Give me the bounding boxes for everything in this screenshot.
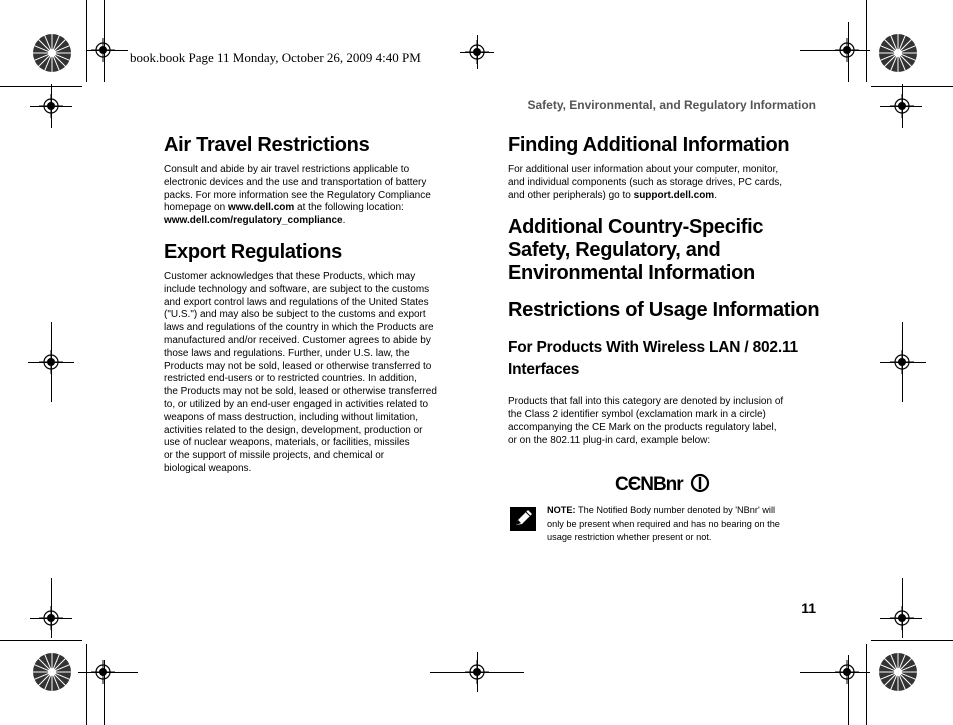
registration-mark-icon (91, 38, 115, 62)
usage-restrictions-heading: Restrictions of Usage Information (508, 299, 820, 322)
right-column (508, 134, 820, 448)
export-regulations-paragraph: Customer acknowledges that these Products, which may include technology and software, are subject to the customs and export control laws and regulations of the United States ("U.S.") and may also be subject to the customs and export laws and regulations of the country in which the Products are manufactured and/or received. Customer agrees to abide by those laws and regulations. Further, under U.S. law, the Products may not be sold, leased or otherwise transferred to restricted end-users or to restricted countries. In addition, the Products may not be sold, leased or otherwise transferred to, or utilized by an end-user engaged in activities related to weapons of mass destruction, including without limitation, activities related to the design, development, production or use of nuclear weapons, materials, or facilities, missiles or the support of missile projects, and chemical or biological weapons. (164, 270, 437, 474)
color-bar-sunburst-icon (878, 33, 918, 73)
circle-exclamation-icon (690, 473, 710, 493)
registration-mark-icon (465, 660, 489, 684)
export-regulations-heading: Export Regulations (164, 240, 342, 263)
print-slug: book.book Page 11 Monday, October 26, 2009 4:40 PM (130, 50, 421, 65)
registration-mark-icon (91, 660, 115, 684)
registration-mark-icon (835, 660, 859, 684)
finding-info-heading: Finding Additional Information (508, 134, 790, 156)
pencil-note-icon (509, 506, 537, 532)
wireless-lan-paragraph: Products that fall into this category are denoted by inclusion of the Class 2 identifier symbol (exclamation mark in a circle) accompanying the CE Mark on the products regulatory label, or on the 802.11 plug-in card, example below: (508, 396, 784, 446)
registration-mark-icon (465, 40, 489, 64)
support-website-link[interactable]: support.dell.com (633, 189, 715, 201)
registration-mark-icon (890, 350, 914, 374)
registration-mark-icon (39, 94, 63, 118)
registration-mark-icon (39, 350, 63, 374)
dell-website-link[interactable]: www.dell.com (227, 202, 295, 214)
registration-mark-icon (39, 606, 63, 630)
regulatory-compliance-link[interactable]: www.dell.com/regulatory_compliance (164, 215, 343, 227)
country-specific-heading: Additional Country-Specific Safety, Regulatory, and Environmental Information (508, 216, 764, 285)
registration-mark-icon (890, 606, 914, 630)
wireless-lan-heading: For Products With Wireless LAN / 802.11 Interfaces (508, 339, 798, 379)
running-head: Safety, Environmental, and Regulatory Information (527, 98, 816, 112)
color-bar-sunburst-icon (32, 33, 72, 73)
ce-mark-label: CЄNBnr (615, 473, 710, 496)
page-number: 11 (801, 600, 816, 616)
finding-info-paragraph: For additional user information about your computer, monitor, and individual components (such as storage drives, PC cards, and other peripherals) go to support.dell.com. (508, 164, 783, 201)
air-travel-paragraph: Consult and abide by air travel restrictions applicable to electronic devices and the use and transportation of battery packs. For more information see the Regulatory Compliance homepage on www.dell.com at the following location: www.dell.com/regulatory_compliance. (164, 164, 431, 227)
left-column (164, 134, 476, 476)
registration-mark-icon (835, 38, 859, 62)
air-travel-heading: Air Travel Restrictions (164, 134, 370, 156)
registration-mark-icon (890, 94, 914, 118)
note-text: NOTE: The Notified Body number denoted by 'NBnr' will only be present when required and has no bearing on the usage restriction whether present or not. (547, 505, 780, 542)
color-bar-sunburst-icon (32, 652, 72, 692)
color-bar-sunburst-icon (878, 652, 918, 692)
